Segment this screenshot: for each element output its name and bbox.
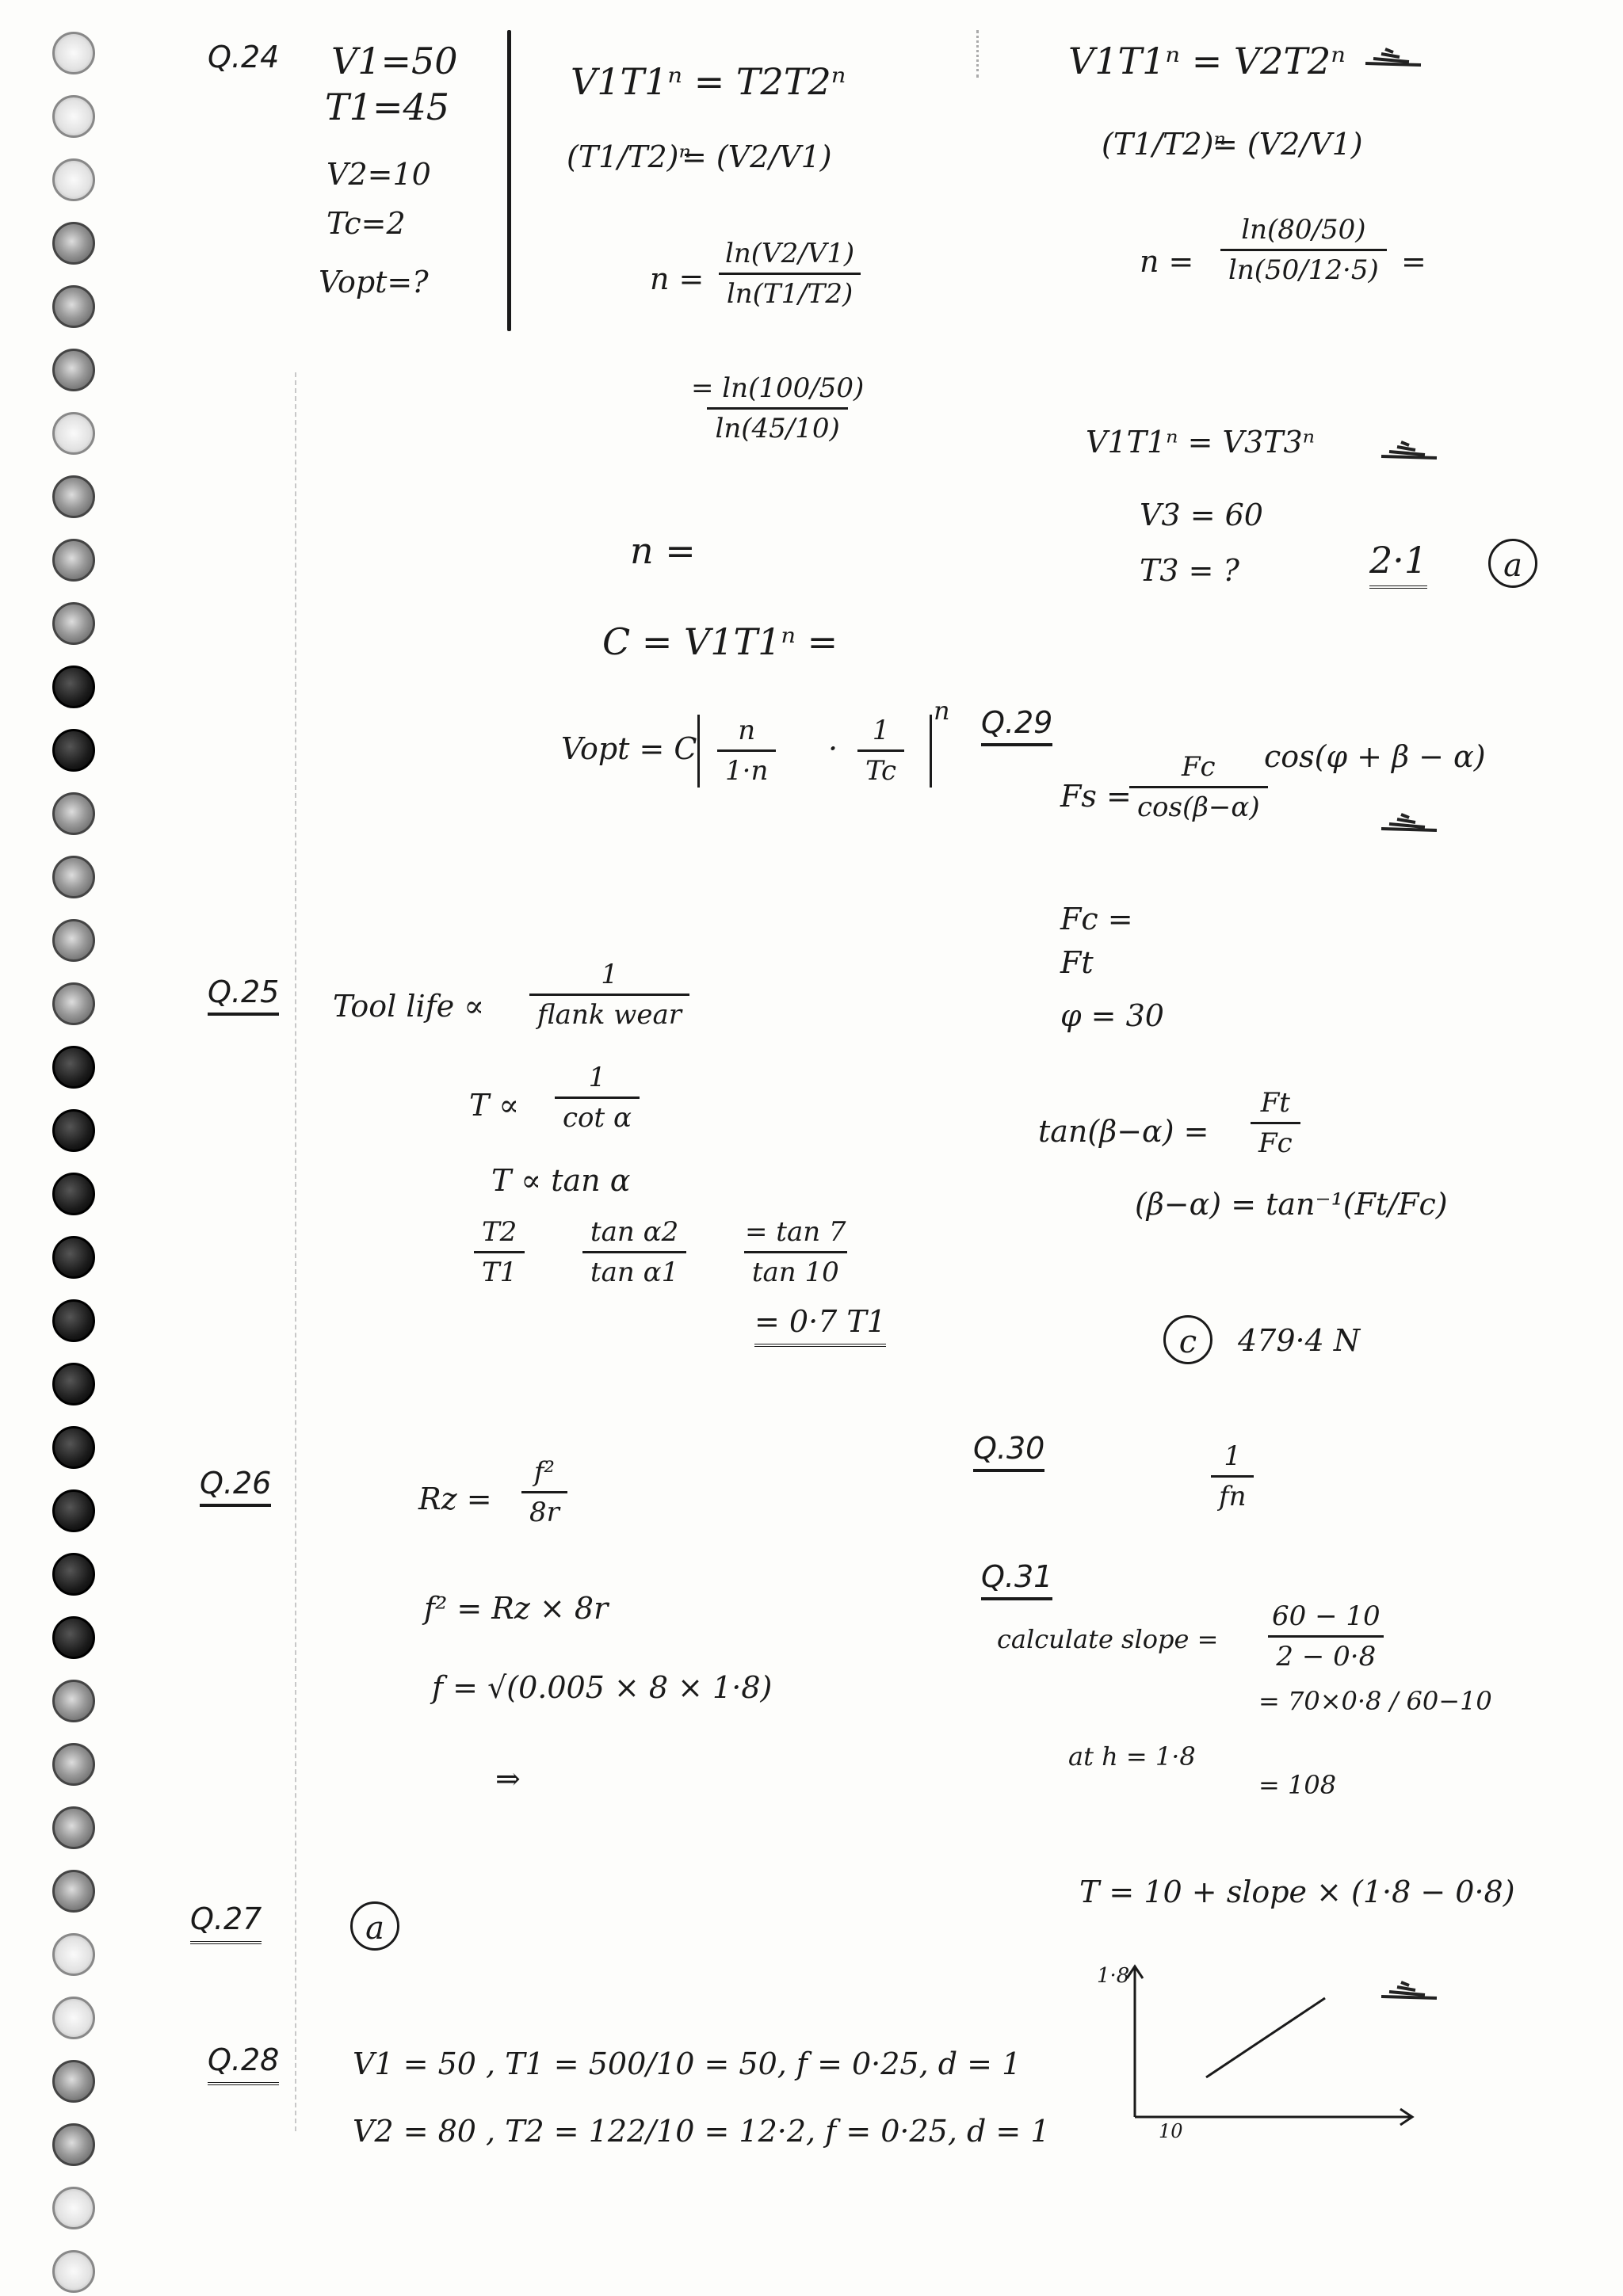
q29-fs-lhs: Fs =	[1060, 779, 1132, 814]
q24-n-lhs: n =	[650, 261, 705, 296]
q24-vopt-frac2-den: Tc	[857, 749, 904, 787]
q24-c-equation: C = V1T1ⁿ =	[602, 620, 838, 663]
q25-ratio-num: T2	[482, 1216, 517, 1248]
q29-fs-den: cos(β−α)	[1129, 786, 1268, 823]
q29-tan-den: Fc	[1251, 1122, 1300, 1159]
binding-hole	[52, 1173, 95, 1215]
q24-given-t1: T1=45	[325, 86, 450, 128]
q25-line1-den: flank wear	[529, 994, 689, 1031]
q25-tan2-den: tan 10	[744, 1251, 847, 1288]
q24-given-v1: V1=50	[331, 40, 458, 82]
stamp-mark	[1377, 807, 1441, 833]
margin-rule	[295, 372, 296, 2131]
q24-n-denominator: ln(T1/T2)	[719, 273, 861, 310]
q29-phi: φ = 30	[1060, 998, 1164, 1033]
binding-hole	[52, 1046, 95, 1089]
binding-hole	[52, 1680, 95, 1722]
q25-line2-fraction	[555, 1062, 640, 1134]
q27-label: Q.27	[190, 1903, 262, 1944]
q29-label: Q.29	[981, 707, 1052, 746]
q24-vopt-fraction	[717, 715, 776, 787]
q25-label: Q.25	[208, 976, 279, 1016]
binding-hole	[52, 919, 95, 962]
q25-line2-lhs: T ∝	[469, 1088, 520, 1123]
binding-hole	[52, 602, 95, 645]
q27-answer: a	[350, 1901, 399, 1951]
q24-vopt-dot: ·	[828, 731, 838, 766]
q25-line1-lhs: Tool life ∝	[333, 989, 485, 1024]
q25-ratio-fraction	[474, 1216, 525, 1288]
binding-hole	[52, 412, 95, 455]
q24-n-numerator: ln(V2/V1)	[725, 238, 855, 269]
binding-hole	[52, 1743, 95, 1786]
q31-graph-x-label: 10	[1159, 2120, 1183, 2142]
q24-vopt-exponent: n	[934, 696, 950, 726]
q26-rz-fraction	[521, 1456, 567, 1528]
q25-line3: T ∝ tan α	[491, 1163, 631, 1198]
q31-at-h: at h = 1·8	[1068, 1741, 1196, 1772]
q28-line1: V1 = 50 , T1 = 500/10 = 50, f = 0·25, d = 1	[353, 2046, 1022, 2081]
q31-slope2: = 70×0·8 / 60−10	[1258, 1686, 1492, 1716]
q24-n2-fraction	[683, 372, 872, 444]
q24-vopt-frac-num: n	[738, 715, 756, 746]
binding-hole	[52, 1616, 95, 1659]
q24b-n-denominator: ln(50/12·5)	[1220, 249, 1387, 286]
q24b-answer-option: a	[1488, 539, 1537, 588]
q26-label: Q.26	[200, 1467, 271, 1507]
q26-f-eq: f = √(0.005 × 8 × 1·8)	[432, 1670, 773, 1705]
binding-hole	[52, 2187, 95, 2229]
q25-tan2-fraction	[737, 1216, 854, 1288]
binding-hole	[52, 1553, 95, 1596]
q25-tan-fraction	[582, 1216, 686, 1288]
q25-ratio-den: T1	[474, 1251, 525, 1288]
q25-line1-fraction	[529, 959, 689, 1031]
q28-label: Q.28	[208, 2044, 279, 2085]
q24-n-fraction	[717, 238, 862, 310]
q24b-eq1: V1T1ⁿ = V2T2ⁿ	[1068, 40, 1346, 82]
q29-tan-lhs: tan(β−α) =	[1038, 1114, 1209, 1149]
stamp-mark	[1377, 1974, 1441, 2001]
q31-slope-fraction	[1264, 1600, 1388, 1672]
q31-label: Q.31	[981, 1561, 1052, 1600]
spiral-binding	[0, 0, 158, 2296]
q24b-eq2-lhs: (T1/T2)ⁿ	[1102, 127, 1226, 162]
binding-hole	[52, 1489, 95, 1532]
q31-t-equation: T = 10 + slope × (1·8 − 0·8)	[1079, 1875, 1515, 1909]
q24-eq2-rhs: = (V2/V1)	[682, 139, 832, 174]
binding-hole	[52, 475, 95, 518]
q26-rz-den: 8r	[521, 1491, 567, 1528]
q24b-v3: V3 = 60	[1140, 498, 1263, 532]
q24b-eq2-rhs: = (V2/V1)	[1212, 127, 1363, 162]
q24b-n-trail: =	[1401, 244, 1426, 279]
stamp-mark	[1361, 41, 1425, 68]
q25-line2-num: 1	[588, 1062, 606, 1093]
binding-hole	[52, 1236, 95, 1279]
binding-hole	[52, 2060, 95, 2103]
q28-line2: V2 = 80 , T2 = 122/10 = 12·2, f = 0·25, d = 1	[353, 2114, 1050, 2149]
binding-hole	[52, 1870, 95, 1913]
q31-slope3: = 108	[1258, 1770, 1337, 1800]
q25-tan-den: tan α1	[582, 1251, 686, 1288]
q29-answer-value: 479·4 N	[1238, 1323, 1361, 1358]
q29-fs-num: Fc	[1181, 751, 1216, 783]
q26-arrow: ⇒	[495, 1761, 521, 1796]
q24b-n-lhs: n =	[1140, 244, 1194, 279]
q26-f2: f² = Rz × 8r	[424, 1591, 609, 1626]
binding-hole	[52, 2123, 95, 2166]
q29-answer: c	[1163, 1315, 1212, 1364]
q29-fc: Fc =	[1060, 902, 1133, 936]
q24b-n-fraction	[1220, 214, 1387, 286]
binding-hole	[52, 1363, 95, 1405]
q25-result: = 0·7 T1	[754, 1306, 886, 1347]
q24-given-tc: Tc=2	[327, 206, 406, 241]
binding-hole	[52, 1109, 95, 1152]
q25-tan2-num: = tan 7	[745, 1216, 846, 1248]
q29-tan-fraction	[1251, 1087, 1300, 1159]
q25-tan-num: tan α2	[590, 1216, 679, 1248]
q24-vopt-frac-den: 1·n	[717, 749, 776, 787]
q30-fraction	[1211, 1440, 1254, 1512]
binding-hole	[52, 222, 95, 265]
binding-hole	[52, 792, 95, 835]
q24-n-result: n =	[630, 529, 696, 572]
q29-tan-num: Ft	[1260, 1087, 1290, 1119]
q24-given-vopt: Vopt=?	[319, 265, 429, 299]
binding-hole	[52, 1426, 95, 1469]
q24-vopt-frac2-num: 1	[872, 715, 890, 746]
binding-hole	[52, 666, 95, 708]
q30-label: Q.30	[973, 1432, 1044, 1472]
q24-vopt-fraction2	[857, 715, 904, 787]
q29-ft: Ft	[1060, 945, 1094, 980]
q31-slope-den: 2 − 0·8	[1268, 1635, 1384, 1672]
binding-hole	[52, 95, 95, 138]
q24-given-v2: V2=10	[327, 157, 431, 192]
binding-hole	[52, 2250, 95, 2293]
q24-label: Q.24	[208, 40, 280, 74]
q30-frac-num: 1	[1224, 1440, 1242, 1472]
q29-beta: (β−α) = tan⁻¹(Ft/Fc)	[1135, 1187, 1448, 1222]
q30-frac-den: fn	[1211, 1475, 1254, 1512]
q24b-eq3: V1T1ⁿ = V3T3ⁿ	[1086, 425, 1316, 460]
q26-rz-num: f²	[533, 1456, 556, 1488]
q29-fs-fraction	[1129, 751, 1268, 823]
q24-eq1: V1T1ⁿ = T2T2ⁿ	[571, 60, 846, 103]
q24-eq2-lhs: (T1/T2)ⁿ	[567, 139, 691, 174]
binding-hole	[52, 349, 95, 391]
q31-graph-line	[1206, 1998, 1325, 2077]
q24b-n-numerator: ln(80/50)	[1241, 214, 1366, 246]
binding-hole	[52, 1997, 95, 2039]
q24b-t3: T3 = ?	[1140, 553, 1239, 588]
binding-hole	[52, 1806, 95, 1849]
q24-n2-denominator: ln(45/10)	[707, 407, 847, 444]
binding-hole	[52, 982, 95, 1025]
binding-hole	[52, 1933, 95, 1976]
column-divider	[976, 30, 979, 78]
q29-fs-tail: cos(φ + β − α)	[1264, 739, 1486, 774]
binding-hole	[52, 539, 95, 582]
binding-hole	[52, 32, 95, 74]
q25-line1-num: 1	[601, 959, 618, 990]
binding-hole	[52, 856, 95, 898]
q31-graph-y-label: 1·8	[1097, 1964, 1130, 1988]
q24-vopt-lhs: Vopt = C	[561, 731, 697, 766]
q24b-answer: 2·1	[1369, 540, 1427, 589]
stamp-mark	[1377, 434, 1441, 461]
q26-rz-lhs: Rz =	[418, 1482, 492, 1516]
q24-divider	[507, 30, 511, 331]
q31-slope-label: calculate slope =	[997, 1624, 1219, 1654]
binding-hole	[52, 285, 95, 328]
q25-line2-den: cot α	[555, 1097, 640, 1134]
q24-n2-numerator: = ln(100/50)	[691, 372, 865, 404]
binding-hole	[52, 158, 95, 201]
binding-hole	[52, 1299, 95, 1342]
q31-slope-num: 60 − 10	[1272, 1600, 1381, 1632]
binding-hole	[52, 729, 95, 772]
